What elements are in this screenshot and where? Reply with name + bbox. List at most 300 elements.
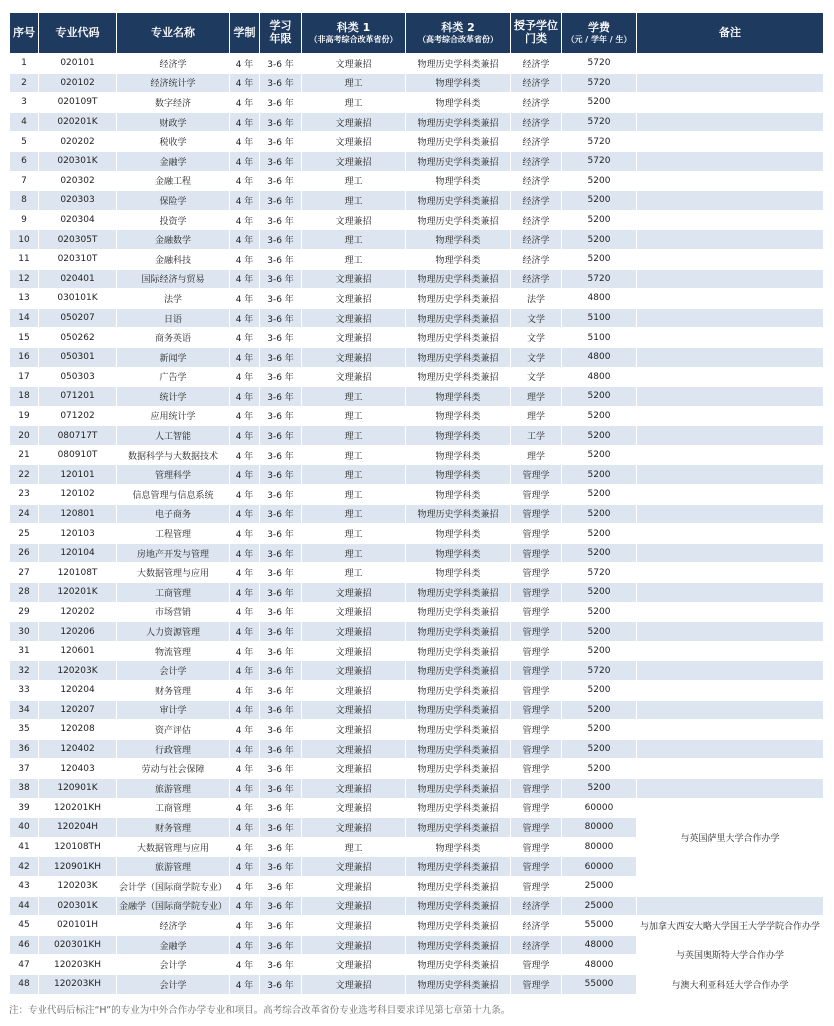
row-index-cell: 9 [10,210,39,230]
category-1-cell: 文理兼招 [302,602,406,622]
major-code-cell: 120201K [39,583,117,603]
table-header [10,13,824,54]
table-row [10,778,824,798]
major-name-cell: 信息管理与信息系统 [117,485,230,505]
degree-category-cell: 经济学 [511,132,562,152]
major-code-cell: 050262 [39,328,117,348]
table-row [10,151,824,171]
degree-category-cell: 管理学 [511,778,562,798]
tuition-cell: 5200 [562,171,637,191]
major-code-cell: 120202 [39,602,117,622]
tuition-cell: 5720 [562,661,637,681]
column-header-label: 学费 [588,21,610,35]
row-index-cell: 22 [10,465,39,485]
table-row [10,622,824,642]
tuition-cell: 5720 [562,54,637,74]
category-2-cell: 物理历史学科类兼招 [406,661,511,681]
degree-category-cell: 管理学 [511,622,562,642]
row-index-cell: 39 [10,798,39,818]
degree-category-cell: 管理学 [511,524,562,544]
remark-cell-empty [637,778,824,798]
remark-cell-empty [637,681,824,701]
duration-cell: 4 年 [230,876,260,896]
category-2-cell: 物理历史学科类兼招 [406,818,511,838]
degree-category-cell: 经济学 [511,112,562,132]
column-header [406,13,511,54]
duration-cell: 4 年 [230,837,260,857]
study-years-cell: 3-6 年 [260,132,302,152]
tuition-cell: 5200 [562,602,637,622]
major-name-cell: 新闻学 [117,347,230,367]
category-2-cell: 物理学科类 [406,406,511,426]
major-name-cell: 投资学 [117,210,230,230]
remark-cell-empty [637,269,824,289]
degree-category-cell: 管理学 [511,504,562,524]
table-row [10,661,824,681]
study-years-cell: 3-6 年 [260,641,302,661]
column-header [302,13,406,54]
category-1-cell: 文理兼招 [302,681,406,701]
study-years-cell: 3-6 年 [260,465,302,485]
duration-cell: 4 年 [230,485,260,505]
row-index-cell: 32 [10,661,39,681]
category-1-cell: 理工 [302,73,406,93]
study-years-cell: 3-6 年 [260,896,302,916]
degree-category-cell: 文学 [511,367,562,387]
major-code-cell: 120207 [39,700,117,720]
row-index-cell: 47 [10,955,39,975]
duration-cell: 4 年 [230,289,260,309]
degree-category-cell: 经济学 [511,896,562,916]
majors-table [9,12,824,995]
remark-cell-empty [637,759,824,779]
duration-cell: 4 年 [230,974,260,994]
study-years-cell: 3-6 年 [260,445,302,465]
duration-cell: 4 年 [230,739,260,759]
remark-cell-empty [637,485,824,505]
study-years-cell: 3-6 年 [260,504,302,524]
study-years-cell: 3-6 年 [260,151,302,171]
category-2-cell: 物理历史学科类兼招 [406,955,511,975]
category-2-cell: 物理历史学科类兼招 [406,916,511,936]
duration-cell: 4 年 [230,171,260,191]
remark-cell-empty [637,739,824,759]
major-code-cell: 120901KH [39,857,117,877]
category-1-cell: 理工 [302,387,406,407]
tuition-cell: 5100 [562,308,637,328]
major-code-cell: 120204H [39,818,117,838]
category-1-cell: 文理兼招 [302,622,406,642]
major-name-cell: 管理科学 [117,465,230,485]
remark-cell-empty [637,367,824,387]
table-row [10,230,824,250]
duration-cell: 4 年 [230,935,260,955]
tuition-cell: 5200 [562,465,637,485]
category-1-cell: 文理兼招 [302,661,406,681]
major-name-cell: 审计学 [117,700,230,720]
major-code-cell: 020102 [39,73,117,93]
category-2-cell: 物理学科类 [406,465,511,485]
major-name-cell: 工程管理 [117,524,230,544]
row-index-cell: 35 [10,720,39,740]
category-1-cell: 文理兼招 [302,210,406,230]
duration-cell: 4 年 [230,93,260,113]
category-1-cell: 文理兼招 [302,289,406,309]
category-2-cell: 物理历史学科类兼招 [406,132,511,152]
tuition-cell: 5200 [562,210,637,230]
study-years-cell: 3-6 年 [260,681,302,701]
study-years-cell: 3-6 年 [260,308,302,328]
category-1-cell: 理工 [302,171,406,191]
major-name-cell: 国际经济与贸易 [117,269,230,289]
row-index-cell: 48 [10,974,39,994]
duration-cell: 4 年 [230,720,260,740]
major-name-cell: 人工智能 [117,426,230,446]
row-index-cell: 26 [10,543,39,563]
remark-cell-empty [637,465,824,485]
degree-category-cell: 管理学 [511,661,562,681]
row-index-cell: 15 [10,328,39,348]
major-code-cell: 050303 [39,367,117,387]
category-2-cell: 物理历史学科类兼招 [406,935,511,955]
major-code-cell: 020109T [39,93,117,113]
tuition-cell: 5200 [562,93,637,113]
table-row [10,602,824,622]
major-code-cell: 120103 [39,524,117,544]
category-1-cell: 理工 [302,485,406,505]
row-index-cell: 34 [10,700,39,720]
tuition-cell: 5200 [562,230,637,250]
duration-cell: 4 年 [230,661,260,681]
category-1-cell: 理工 [302,426,406,446]
category-2-cell: 物理学科类 [406,93,511,113]
category-2-cell: 物理历史学科类兼招 [406,798,511,818]
table-row [10,328,824,348]
duration-cell: 4 年 [230,406,260,426]
degree-category-cell: 管理学 [511,739,562,759]
major-name-cell: 工商管理 [117,798,230,818]
tuition-cell: 5720 [562,73,637,93]
category-2-cell: 物理学科类 [406,445,511,465]
duration-cell: 4 年 [230,798,260,818]
remark-cell: 与英国奥斯特大学合作办学 [637,935,824,974]
study-years-cell: 3-6 年 [260,837,302,857]
category-2-cell: 物理学科类 [406,543,511,563]
table-row [10,289,824,309]
duration-cell: 4 年 [230,700,260,720]
category-2-cell: 物理历史学科类兼招 [406,876,511,896]
duration-cell: 4 年 [230,210,260,230]
major-name-cell: 劳动与社会保障 [117,759,230,779]
degree-category-cell: 经济学 [511,191,562,211]
category-1-cell: 文理兼招 [302,955,406,975]
remark-cell: 与加拿大西安大略大学国王大学学院合作办学 [637,916,824,936]
major-name-cell: 保险学 [117,191,230,211]
column-header [637,13,824,54]
major-name-cell: 资产评估 [117,720,230,740]
column-header-sublabel: 年限 [269,32,292,45]
tuition-cell: 55000 [562,916,637,936]
table-row [10,563,824,583]
tuition-cell: 25000 [562,876,637,896]
duration-cell: 4 年 [230,504,260,524]
major-code-cell: 120101 [39,465,117,485]
degree-category-cell: 管理学 [511,818,562,838]
duration-cell: 4 年 [230,426,260,446]
major-code-cell: 020201K [39,112,117,132]
table-row [10,543,824,563]
category-1-cell: 文理兼招 [302,778,406,798]
major-name-cell: 统计学 [117,387,230,407]
remark-cell-empty [637,191,824,211]
major-code-cell: 020302 [39,171,117,191]
major-name-cell: 会计学 [117,661,230,681]
major-code-cell: 071201 [39,387,117,407]
duration-cell: 4 年 [230,54,260,74]
tuition-cell: 5200 [562,445,637,465]
table-row [10,935,824,955]
remark-cell-empty [637,700,824,720]
table-row [10,367,824,387]
study-years-cell: 3-6 年 [260,622,302,642]
duration-cell: 4 年 [230,759,260,779]
table-row [10,308,824,328]
degree-category-cell: 经济学 [511,171,562,191]
major-code-cell: 020303 [39,191,117,211]
category-2-cell: 物理历史学科类兼招 [406,347,511,367]
tuition-cell: 55000 [562,974,637,994]
duration-cell: 4 年 [230,191,260,211]
study-years-cell: 3-6 年 [260,916,302,936]
duration-cell: 4 年 [230,563,260,583]
major-name-cell: 应用统计学 [117,406,230,426]
row-index-cell: 36 [10,739,39,759]
major-name-cell: 广告学 [117,367,230,387]
major-name-cell: 金融学（国际商学院专业） [117,896,230,916]
remark-cell-empty [637,230,824,250]
study-years-cell: 3-6 年 [260,485,302,505]
category-2-cell: 物理历史学科类兼招 [406,54,511,74]
study-years-cell: 3-6 年 [260,230,302,250]
major-code-cell: 120104 [39,543,117,563]
major-code-cell: 120204 [39,681,117,701]
degree-category-cell: 管理学 [511,563,562,583]
major-name-cell: 法学 [117,289,230,309]
remark-cell-empty [637,249,824,269]
study-years-cell: 3-6 年 [260,778,302,798]
major-code-cell: 120206 [39,622,117,642]
table-row [10,465,824,485]
remark-cell-empty [637,54,824,74]
major-code-cell: 080717T [39,426,117,446]
category-2-cell: 物理历史学科类兼招 [406,641,511,661]
row-index-cell: 38 [10,778,39,798]
remark-cell-empty [637,328,824,348]
tuition-cell: 5200 [562,583,637,603]
category-2-cell: 物理历史学科类兼招 [406,896,511,916]
remark-cell-empty [637,73,824,93]
column-header-sublabel: 门类 [525,32,547,45]
column-header-label: 学习 [269,19,292,33]
study-years-cell: 3-6 年 [260,347,302,367]
major-name-cell: 商务英语 [117,328,230,348]
duration-cell: 4 年 [230,308,260,328]
study-years-cell: 3-6 年 [260,759,302,779]
major-name-cell: 会计学 [117,955,230,975]
row-index-cell: 14 [10,308,39,328]
major-name-cell: 工商管理 [117,583,230,603]
row-index-cell: 24 [10,504,39,524]
major-code-cell: 120108T [39,563,117,583]
tuition-cell: 4800 [562,289,637,309]
major-name-cell: 大数据管理与应用 [117,837,230,857]
major-name-cell: 金融工程 [117,171,230,191]
study-years-cell: 3-6 年 [260,974,302,994]
column-header-label: 序号 [13,25,35,39]
duration-cell: 4 年 [230,387,260,407]
category-1-cell: 理工 [302,406,406,426]
row-index-cell: 25 [10,524,39,544]
category-1-cell: 文理兼招 [302,112,406,132]
study-years-cell: 3-6 年 [260,935,302,955]
category-1-cell: 文理兼招 [302,308,406,328]
table-row [10,974,824,994]
category-1-cell: 文理兼招 [302,700,406,720]
category-1-cell: 文理兼招 [302,367,406,387]
duration-cell: 4 年 [230,543,260,563]
table-row [10,445,824,465]
category-2-cell: 物理历史学科类兼招 [406,720,511,740]
table-row [10,896,824,916]
category-2-cell: 物理历史学科类兼招 [406,112,511,132]
category-1-cell: 文理兼招 [302,54,406,74]
category-2-cell: 物理历史学科类兼招 [406,974,511,994]
remark-cell-empty [637,210,824,230]
row-index-cell: 12 [10,269,39,289]
category-2-cell: 物理学科类 [406,837,511,857]
study-years-cell: 3-6 年 [260,798,302,818]
category-2-cell: 物理历史学科类兼招 [406,759,511,779]
row-index-cell: 31 [10,641,39,661]
tuition-cell: 5720 [562,563,637,583]
degree-category-cell: 管理学 [511,465,562,485]
remark-cell-empty [637,641,824,661]
column-header [117,13,230,54]
degree-category-cell: 文学 [511,347,562,367]
remark-cell-empty [637,289,824,309]
table-row [10,798,824,818]
table-row [10,759,824,779]
table-row [10,93,824,113]
category-2-cell: 物理历史学科类兼招 [406,504,511,524]
major-code-cell: 071202 [39,406,117,426]
major-name-cell: 旅游管理 [117,857,230,877]
tuition-cell: 4800 [562,367,637,387]
study-years-cell: 3-6 年 [260,112,302,132]
table-row [10,249,824,269]
column-header [562,13,637,54]
column-header-sublabel: （高考综合改革省份） [418,34,498,44]
row-index-cell: 16 [10,347,39,367]
row-index-cell: 8 [10,191,39,211]
category-2-cell: 物理学科类 [406,230,511,250]
tuition-cell: 5200 [562,249,637,269]
tuition-cell: 5200 [562,700,637,720]
category-1-cell: 文理兼招 [302,798,406,818]
major-code-cell: 120402 [39,739,117,759]
column-header-label: 备注 [719,25,741,39]
category-2-cell: 物理学科类 [406,387,511,407]
duration-cell: 4 年 [230,269,260,289]
category-1-cell: 文理兼招 [302,739,406,759]
table-row [10,485,824,505]
degree-category-cell: 管理学 [511,876,562,896]
duration-cell: 4 年 [230,818,260,838]
study-years-cell: 3-6 年 [260,367,302,387]
row-index-cell: 28 [10,583,39,603]
column-header-label: 科类 2 [441,21,475,35]
tuition-cell: 5720 [562,269,637,289]
major-name-cell: 人力资源管理 [117,622,230,642]
study-years-cell: 3-6 年 [260,387,302,407]
major-code-cell: 120601 [39,641,117,661]
category-2-cell: 物理历史学科类兼招 [406,210,511,230]
category-1-cell: 文理兼招 [302,896,406,916]
category-2-cell: 物理历史学科类兼招 [406,583,511,603]
degree-category-cell: 经济学 [511,93,562,113]
header-row [10,13,824,54]
degree-category-cell: 管理学 [511,700,562,720]
column-header-label: 科类 1 [336,21,371,35]
table-row [10,347,824,367]
category-1-cell: 理工 [302,837,406,857]
tuition-cell: 60000 [562,857,637,877]
tuition-cell: 80000 [562,837,637,857]
study-years-cell: 3-6 年 [260,73,302,93]
study-years-cell: 3-6 年 [260,249,302,269]
row-index-cell: 17 [10,367,39,387]
table-row [10,54,824,74]
row-index-cell: 45 [10,916,39,936]
major-code-cell: 080910T [39,445,117,465]
row-index-cell: 44 [10,896,39,916]
study-years-cell: 3-6 年 [260,406,302,426]
table-row [10,641,824,661]
major-code-cell: 020301K [39,151,117,171]
degree-category-cell: 经济学 [511,151,562,171]
study-years-cell: 3-6 年 [260,210,302,230]
degree-category-cell: 管理学 [511,955,562,975]
major-name-cell: 金融科技 [117,249,230,269]
category-1-cell: 文理兼招 [302,857,406,877]
study-years-cell: 3-6 年 [260,328,302,348]
major-name-cell: 电子商务 [117,504,230,524]
category-1-cell: 理工 [302,465,406,485]
table-row [10,916,824,936]
column-header-label: 专业代码 [55,25,100,39]
major-code-cell: 120901K [39,778,117,798]
column-header [260,13,302,54]
degree-category-cell: 经济学 [511,916,562,936]
tuition-cell: 5200 [562,739,637,759]
major-name-cell: 市场营销 [117,602,230,622]
tuition-cell: 4800 [562,347,637,367]
category-1-cell: 理工 [302,230,406,250]
major-code-cell: 120203K [39,661,117,681]
remark-cell-empty [637,171,824,191]
study-years-cell: 3-6 年 [260,93,302,113]
category-1-cell: 文理兼招 [302,583,406,603]
